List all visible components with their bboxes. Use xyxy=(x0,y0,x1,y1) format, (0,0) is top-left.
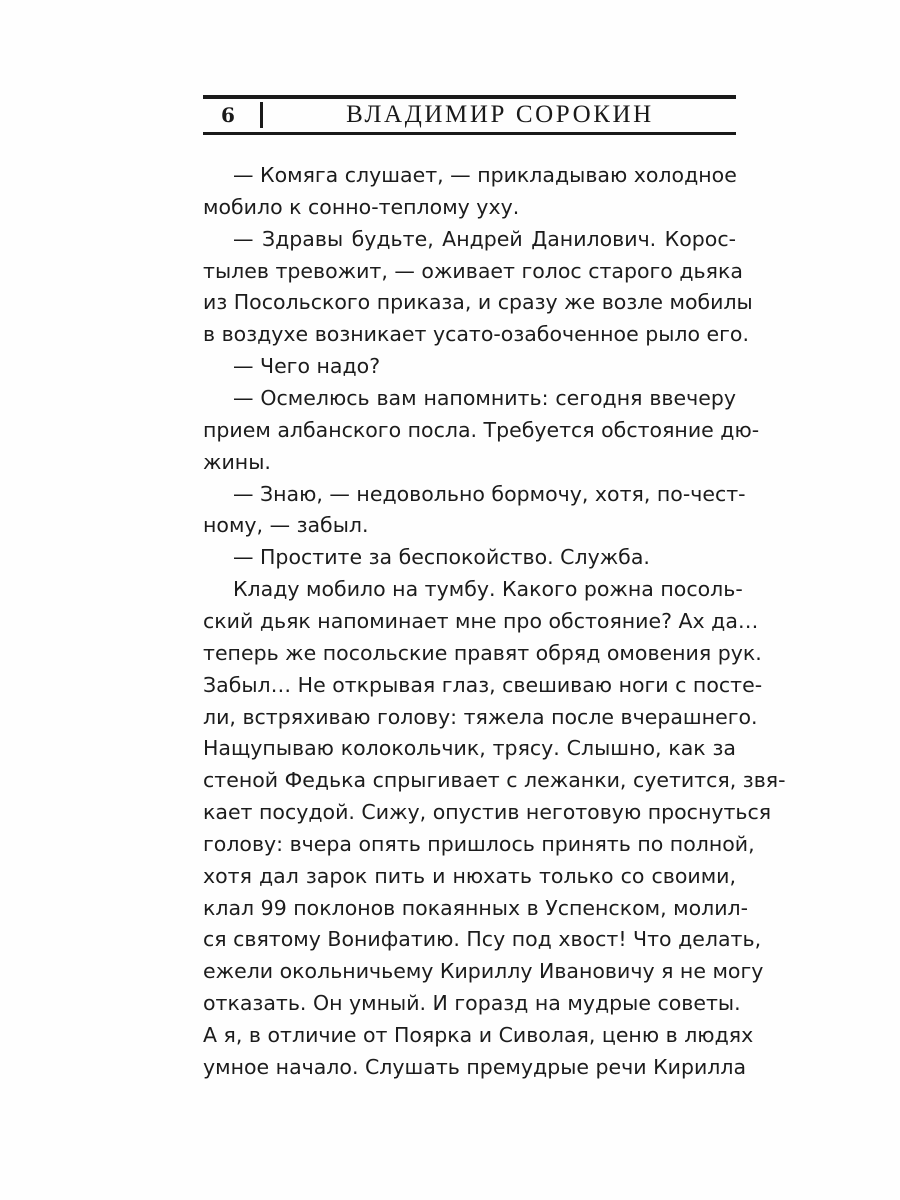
text-line: — Знаю, — недовольно бормочу, хотя, по-чест- xyxy=(233,481,746,506)
text-line: хотя дал зарок пить и нюхать только со своими, xyxy=(203,863,736,888)
text-line: — Чего надо? xyxy=(233,354,381,379)
text-line: жины. xyxy=(203,449,271,474)
text-line: кает посудой. Сижу, опустив неготовую проснуться xyxy=(203,800,772,824)
text-line: ному, — забыл. xyxy=(203,513,369,538)
text-line: ли, встряхиваю голову: тяжела после вчерашнего. xyxy=(203,704,758,729)
text-line: теперь же посольские правят обряд омовения рук. xyxy=(203,640,762,665)
text-line: Нащупываю колокольчик, трясу. Слышно, как за xyxy=(203,736,736,761)
text-line: в воздухе возникает усато-озабоченное рыло его. xyxy=(203,322,749,347)
text-line: прием албанского посла. Требуется обстояние дю- xyxy=(203,417,760,442)
text-line: ский дьяк напоминает мне про обстояние? Ах да… xyxy=(203,608,759,633)
text-line: — Простите за беспокойство. Служба. xyxy=(233,545,650,570)
text-line: клал 99 поклонов покаянных в Успенском, молил- xyxy=(203,895,749,920)
header-separator xyxy=(260,102,263,128)
text-line: — Осмелюсь вам напомнить: сегодня ввечеру xyxy=(233,386,736,410)
text-line: отказать. Он умный. И горазд на мудрые советы. xyxy=(203,991,741,1016)
text-line: — Комяга слушает, — прикладываю холодное xyxy=(233,163,737,187)
header-top-rule xyxy=(203,95,736,99)
text-line: ся святому Вонифатию. Псу под хвост! Что делать, xyxy=(203,927,762,952)
text-line: — Здравы будьте, Андрей Данилович. Корос- xyxy=(233,226,736,251)
page-number: 6 xyxy=(221,103,235,127)
text-line: А я, в отличие от Поярка и Сиволая, ценю в людях xyxy=(203,1023,754,1047)
text-line: стеной Федька спрыгивает с лежанки, суетится, звя- xyxy=(203,768,786,793)
text-line: голову: вчера опять пришлось принять по полной, xyxy=(203,831,755,856)
running-title: ВЛАДИМИР СОРОКИН xyxy=(346,101,654,128)
text-line: мобило к сонно-теплому уху. xyxy=(203,194,520,219)
header-bottom-rule xyxy=(203,132,736,135)
text-line: умное начало. Слушать премудрые речи Кирилла xyxy=(203,1054,747,1079)
text-line: ежели окольничьему Кириллу Ивановичу я не могу xyxy=(203,959,764,984)
text-line: Кладу мобило на тумбу. Какого рожна посоль- xyxy=(233,577,743,601)
text-line: Забыл… Не открывая глаз, свешиваю ноги с посте- xyxy=(203,672,763,697)
text-line: тылев тревожит, — оживает голос старого дьяка xyxy=(203,258,743,283)
text-line: из Посольского приказа, и сразу же возле мобилы xyxy=(203,290,753,315)
